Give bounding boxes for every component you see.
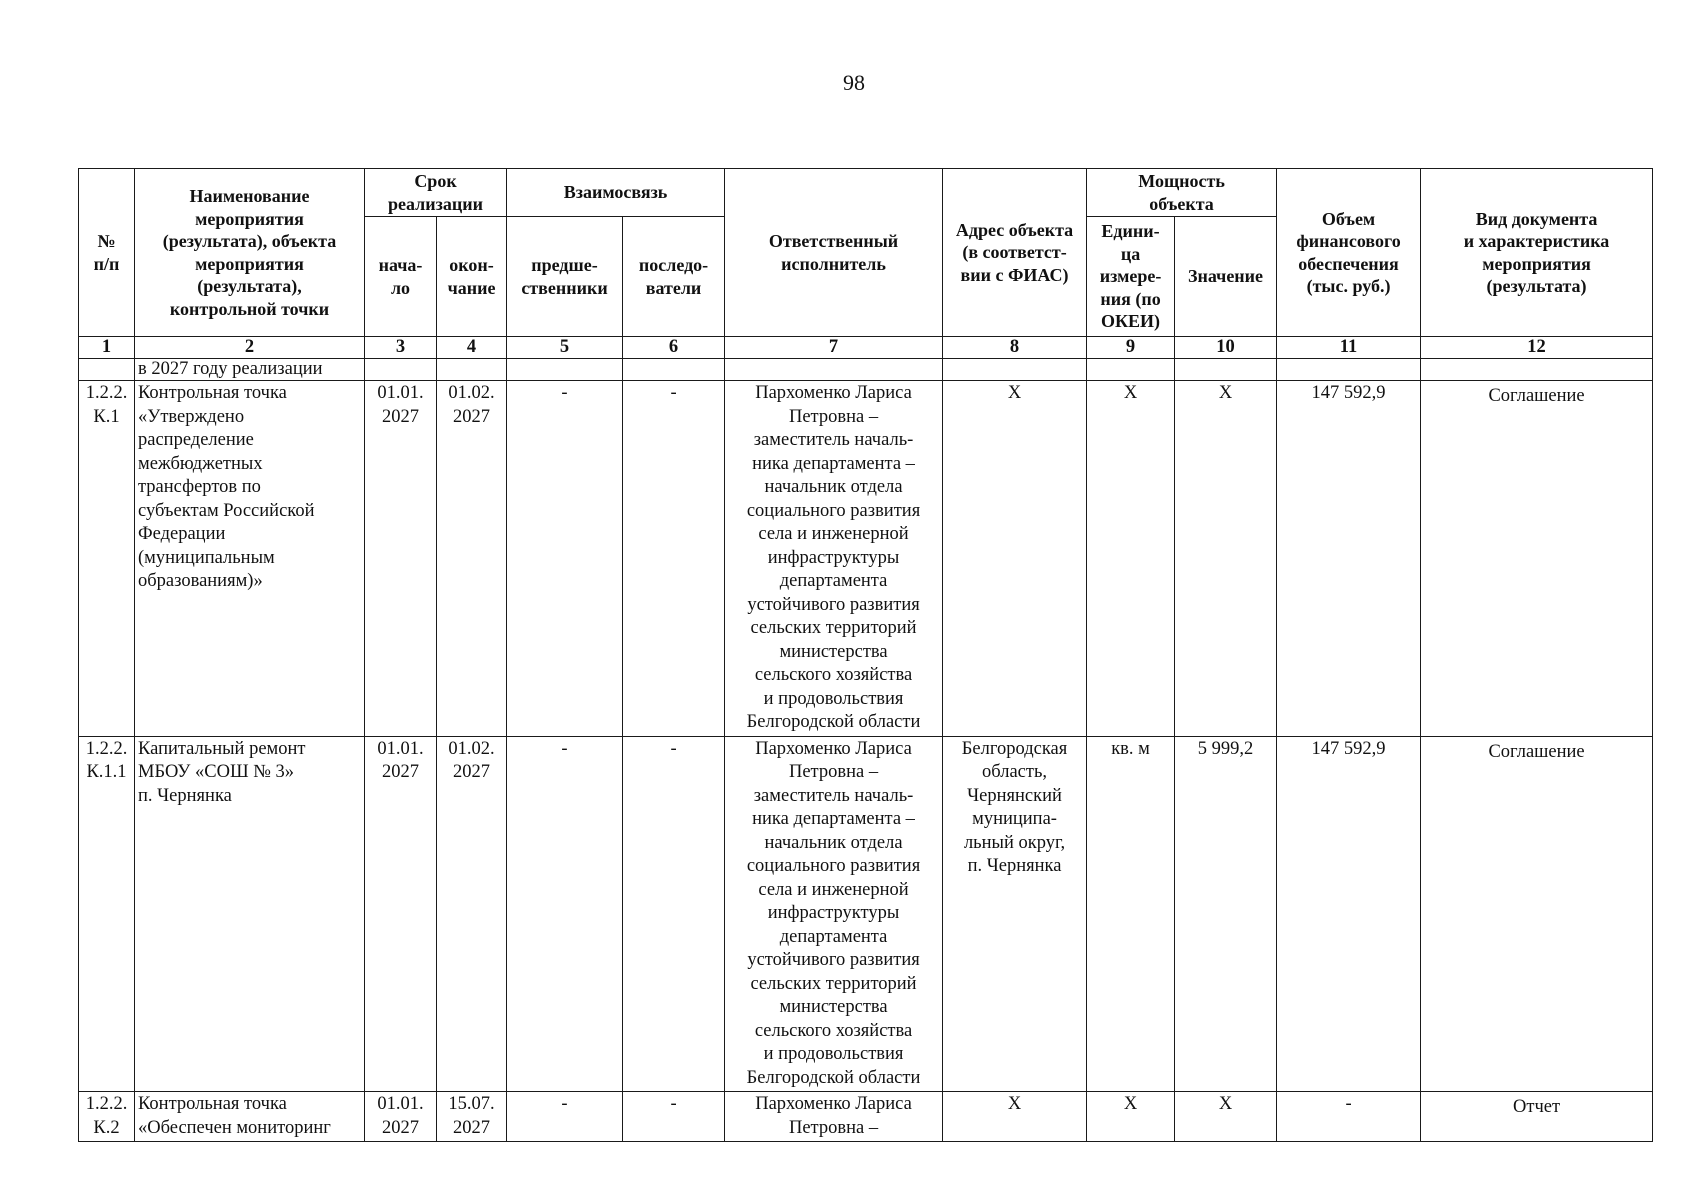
table-row [79, 736, 1653, 1092]
row-executor: Пархоменко Лариса Петровна – заместитель началь- ника департамента – начальник отдела социального развития села и инженерной инфраструктуры департамента устойчивого развития сельских территорий министерства сельского хозяйства и продовольствия Белгородской области [725, 381, 943, 737]
table-row [79, 1092, 1653, 1142]
row-start: 01.01. 2027 [365, 736, 437, 1092]
column-number: 2 [135, 337, 365, 359]
row-executor: Пархоменко Лариса Петровна – [725, 1092, 943, 1142]
row-doc-type: Отчет [1421, 1092, 1653, 1142]
header-term-group: Срок реализации [365, 169, 507, 217]
header-executor: Ответственный исполнитель [725, 169, 943, 337]
row-doc-type: Соглашение [1421, 381, 1653, 737]
row-address: X [943, 1092, 1087, 1142]
row-number: 1.2.2. К.1.1 [79, 736, 135, 1092]
header-capacity-unit: Едини- ца измере- ния (по ОКЕИ) [1087, 217, 1175, 337]
table-row [79, 381, 1653, 737]
column-number: 5 [507, 337, 623, 359]
section-row [79, 359, 1653, 381]
row-finance: 147 592,9 [1277, 736, 1421, 1092]
column-number: 6 [623, 337, 725, 359]
row-start: 01.01. 2027 [365, 381, 437, 737]
header-address: Адрес объекта (в соответст- вии с ФИАС) [943, 169, 1087, 337]
header-doc-type: Вид документа и характеристика мероприятия (результата) [1421, 169, 1653, 337]
events-table [78, 168, 1653, 1142]
row-value: X [1175, 1092, 1277, 1142]
column-number: 11 [1277, 337, 1421, 359]
column-number-row [79, 337, 1653, 359]
row-successors: - [623, 736, 725, 1092]
row-end: 01.02. 2027 [437, 736, 507, 1092]
header-predecessors: предше- ственники [507, 217, 623, 337]
page-number: 98 [843, 70, 865, 95]
column-number: 4 [437, 337, 507, 359]
column-number: 9 [1087, 337, 1175, 359]
column-number: 8 [943, 337, 1087, 359]
row-doc-type: Соглашение [1421, 736, 1653, 1092]
column-number: 1 [79, 337, 135, 359]
row-address: X [943, 381, 1087, 737]
row-predecessors: - [507, 381, 623, 737]
row-name: Капитальный ремонт МБОУ «СОШ № 3» п. Чернянка [135, 736, 365, 1092]
header-successors: последо- ватели [623, 217, 725, 337]
header-finance: Объем финансового обеспечения (тыс. руб.) [1277, 169, 1421, 337]
row-value: 5 999,2 [1175, 736, 1277, 1092]
table-header-row-top [79, 169, 1653, 217]
column-number: 12 [1421, 337, 1653, 359]
row-finance: 147 592,9 [1277, 381, 1421, 737]
column-number: 7 [725, 337, 943, 359]
row-successors: - [623, 1092, 725, 1142]
section-label: в 2027 году реализации [135, 359, 365, 381]
row-name: Контрольная точка «Обеспечен мониторинг [135, 1092, 365, 1142]
column-number: 10 [1175, 337, 1277, 359]
row-value: X [1175, 381, 1277, 737]
row-unit: X [1087, 1092, 1175, 1142]
row-predecessors: - [507, 1092, 623, 1142]
header-capacity-group: Мощность объекта [1087, 169, 1277, 217]
header-link-group: Взаимосвязь [507, 169, 725, 217]
row-number: 1.2.2. К.2 [79, 1092, 135, 1142]
row-end: 01.02. 2027 [437, 381, 507, 737]
row-address: Белгородская область, Чернянский муниципа- льный округ, п. Чернянка [943, 736, 1087, 1092]
row-finance: - [1277, 1092, 1421, 1142]
row-end: 15.07. 2027 [437, 1092, 507, 1142]
header-term-end: окон- чание [437, 217, 507, 337]
header-term-start: нача- ло [365, 217, 437, 337]
row-unit: X [1087, 381, 1175, 737]
header-capacity-value: Значение [1175, 217, 1277, 337]
header-number: № п/п [79, 169, 135, 337]
row-number: 1.2.2. К.1 [79, 381, 135, 737]
header-name: Наименование мероприятия (результата), объекта мероприятия (результата), контрольной точки [135, 169, 365, 337]
row-predecessors: - [507, 736, 623, 1092]
row-name: Контрольная точка «Утверждено распределение межбюджетных трансфертов по субъектам Российской Федерации (муниципальным образованиям)» [135, 381, 365, 737]
row-successors: - [623, 381, 725, 737]
row-executor: Пархоменко Лариса Петровна – заместитель началь- ника департамента – начальник отдела социального развития села и инженерной инфраструктуры департамента устойчивого развития сельских территорий министерства сельского хозяйства и продовольствия Белгородской области [725, 736, 943, 1092]
row-unit: кв. м [1087, 736, 1175, 1092]
row-start: 01.01. 2027 [365, 1092, 437, 1142]
column-number: 3 [365, 337, 437, 359]
